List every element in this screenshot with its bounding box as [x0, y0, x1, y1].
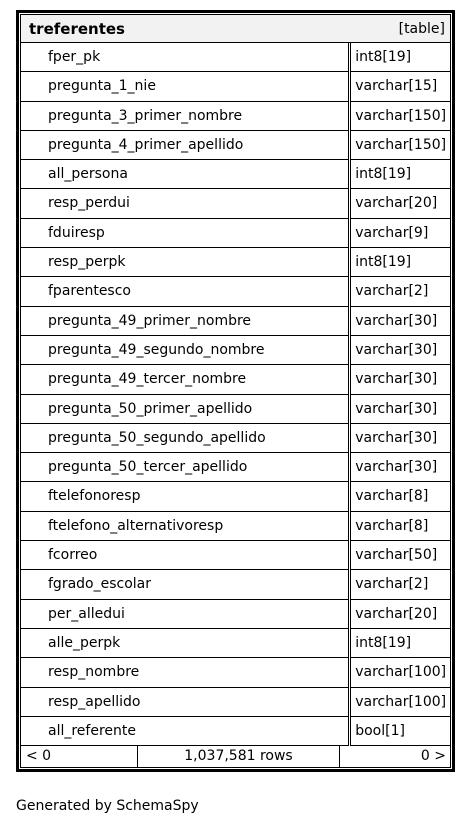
table-row — [20, 629, 451, 658]
table-header — [20, 14, 451, 43]
column-type: varchar[30] — [350, 395, 451, 424]
table-row — [20, 541, 451, 570]
table-row — [20, 482, 451, 511]
table-row — [20, 160, 451, 189]
table-row — [20, 131, 451, 160]
row-count: 1,037,581 rows — [138, 746, 340, 767]
table-row — [20, 717, 451, 746]
column-list — [20, 43, 451, 746]
column-name: pregunta_50_primer_apellido — [20, 395, 349, 424]
child-count: 0 > — [420, 748, 446, 765]
column-type: varchar[2] — [350, 277, 451, 306]
table-row — [20, 570, 451, 599]
table-row — [20, 453, 451, 482]
table-row — [20, 658, 451, 687]
column-name: fcorreo — [20, 541, 349, 570]
column-type: varchar[30] — [350, 424, 451, 453]
column-name: pregunta_49_tercer_nombre — [20, 365, 349, 394]
column-name: pregunta_50_segundo_apellido — [20, 424, 349, 453]
table-row — [20, 600, 451, 629]
column-name: fgrado_escolar — [20, 570, 349, 599]
table-entity-treferentes — [16, 10, 455, 772]
table-row — [20, 512, 451, 541]
table-row — [20, 248, 451, 277]
column-type: bool[1] — [350, 717, 451, 746]
table-row — [20, 219, 451, 248]
column-name: ftelefonoresp — [20, 482, 349, 511]
table-kind-label: [table] — [398, 21, 445, 37]
table-row — [20, 102, 451, 131]
column-name: pregunta_4_primer_apellido — [20, 131, 349, 160]
column-type: int8[19] — [350, 160, 451, 189]
column-type: varchar[20] — [350, 600, 451, 629]
column-type: varchar[30] — [350, 307, 451, 336]
column-name: per_alledui — [20, 600, 349, 629]
column-name: fparentesco — [20, 277, 349, 306]
column-name: resp_nombre — [20, 658, 349, 687]
column-type: int8[19] — [350, 629, 451, 658]
column-type: varchar[8] — [350, 512, 451, 541]
column-type: varchar[15] — [350, 72, 451, 101]
table-footer — [20, 746, 451, 768]
table-row — [20, 277, 451, 306]
table-row — [20, 688, 451, 717]
column-name: resp_apellido — [20, 688, 349, 717]
table-row — [20, 424, 451, 453]
column-name: all_referente — [20, 717, 349, 746]
table-name: treferentes — [29, 20, 125, 38]
column-type: varchar[100] — [350, 688, 451, 717]
table-row — [20, 365, 451, 394]
column-name: fduiresp — [20, 219, 349, 248]
column-name: pregunta_49_segundo_nombre — [20, 336, 349, 365]
parent-count: < 0 — [21, 746, 138, 767]
column-type: varchar[30] — [350, 336, 451, 365]
column-name: resp_perpk — [20, 248, 349, 277]
column-type: varchar[50] — [350, 541, 451, 570]
table-row — [20, 72, 451, 101]
column-type: varchar[30] — [350, 365, 451, 394]
column-type: int8[19] — [350, 43, 451, 72]
column-type: varchar[2] — [350, 570, 451, 599]
column-type: int8[19] — [350, 248, 451, 277]
column-name: pregunta_3_primer_nombre — [20, 102, 349, 131]
column-type: varchar[100] — [350, 658, 451, 687]
column-name: fper_pk — [20, 43, 349, 72]
table-row — [20, 307, 451, 336]
column-name: pregunta_49_primer_nombre — [20, 307, 349, 336]
column-type: varchar[150] — [350, 102, 451, 131]
column-name: pregunta_1_nie — [20, 72, 349, 101]
column-name: resp_perdui — [20, 189, 349, 218]
table-row — [20, 336, 451, 365]
column-type: varchar[8] — [350, 482, 451, 511]
table-row — [20, 189, 451, 218]
column-type: varchar[20] — [350, 189, 451, 218]
column-name: ftelefono_alternativoresp — [20, 512, 349, 541]
column-name: pregunta_50_tercer_apellido — [20, 453, 349, 482]
column-name: alle_perpk — [20, 629, 349, 658]
column-type: varchar[9] — [350, 219, 451, 248]
table-row — [20, 43, 451, 72]
column-type: varchar[150] — [350, 131, 451, 160]
column-type: varchar[30] — [350, 453, 451, 482]
generated-by-label: Generated by SchemaSpy — [16, 798, 199, 814]
column-name: all_persona — [20, 160, 349, 189]
table-row — [20, 395, 451, 424]
